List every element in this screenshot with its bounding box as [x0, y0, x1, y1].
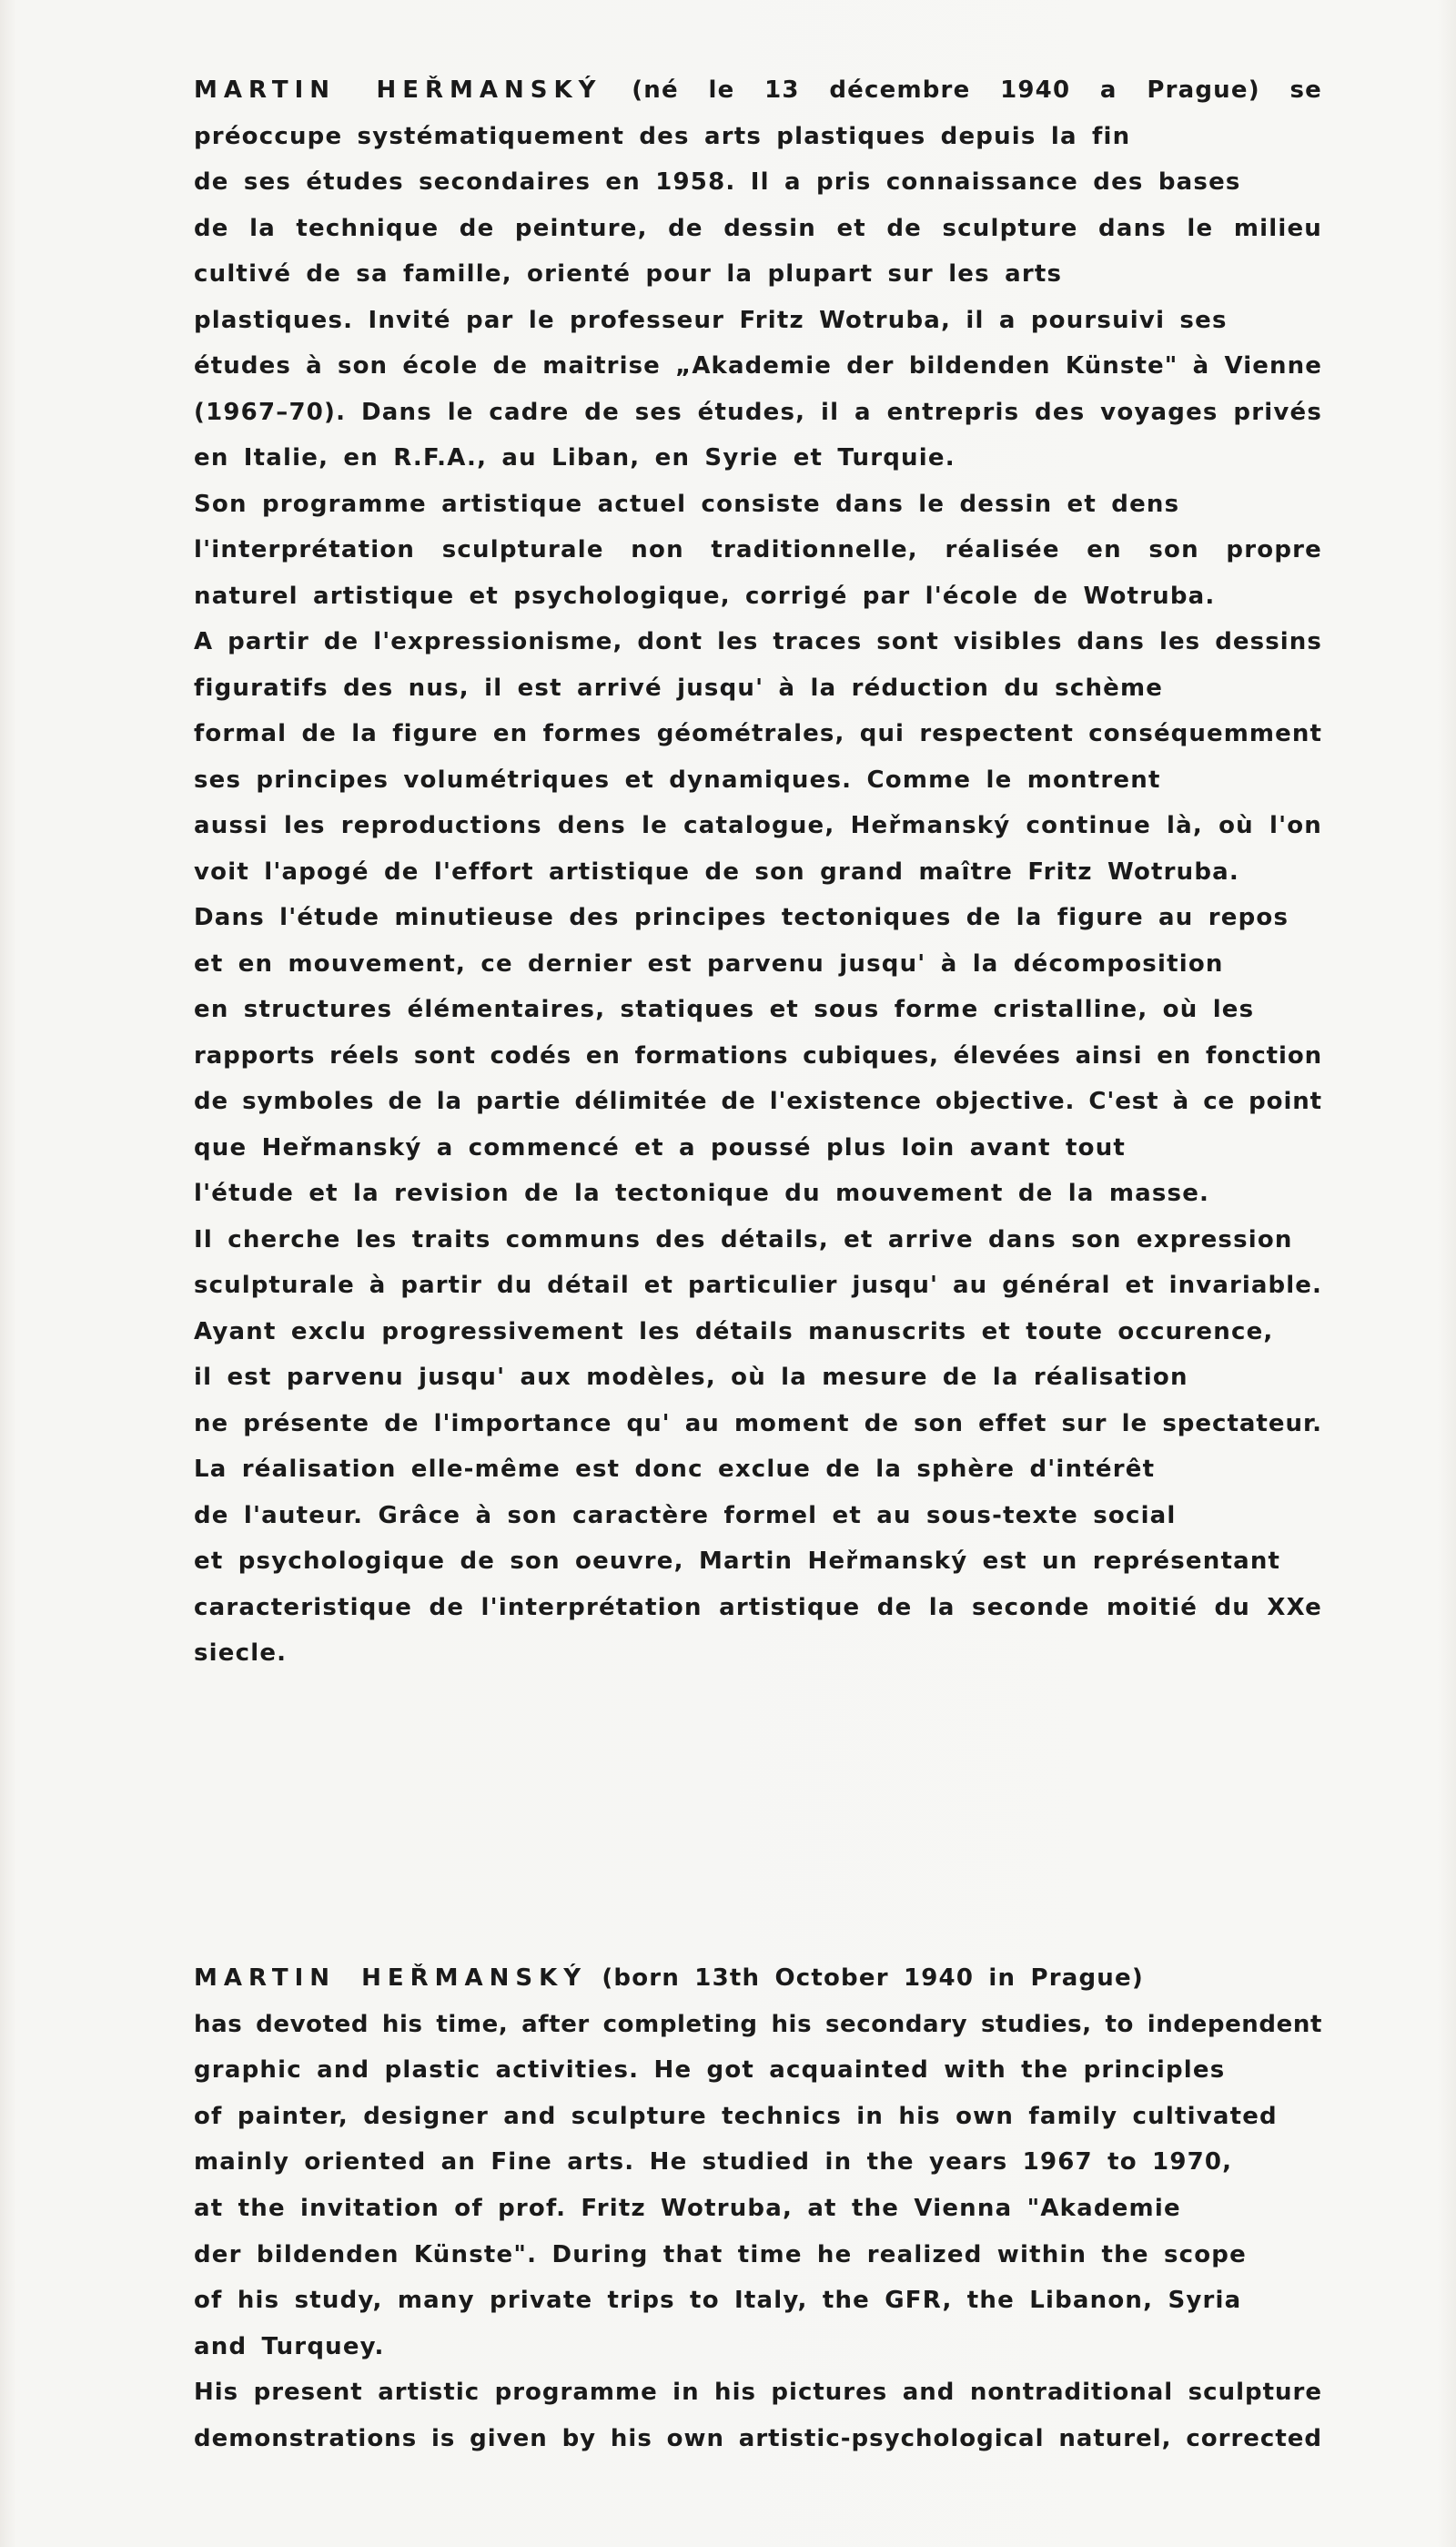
text-line: of painter, designer and sculpture technics in his own family cultivated [194, 2102, 1278, 2130]
text-line: de symboles de la partie délimitée de l'existence objective. C'est à ce point [194, 1088, 1322, 1115]
text-line: ne présente de l'importance qu' au moment de son effet sur le spectateur. [194, 1409, 1322, 1437]
text-line: (1967–70). Dans le cadre de ses études, il a entrepris des voyages privés [194, 398, 1322, 426]
text-line: graphic and plastic activities. He got acquainted with the principles [194, 2056, 1226, 2085]
text-line: cultivé de sa famille, orienté pour la plupart sur les arts [194, 260, 1063, 288]
text-line: formal de la figure en formes géométrales, qui respectent conséquemment [194, 720, 1322, 747]
text-line: en structures élémentaires, statiques et sous forme cristalline, où les [194, 996, 1255, 1023]
text-line: La réalisation elle-même est donc exclue de la sphère d'intérêt [194, 1456, 1156, 1483]
text-line [194, 1955, 1322, 2002]
text-line: rapports réels sont codés en formations cubiques, élevées ainsi en fonction [194, 1041, 1322, 1070]
text-line: de ses études secondaires en 1958. Il a pris connaissance des bases [194, 168, 1241, 196]
text-line: voit l'apogé de l'effort artistique de son grand maître Fritz Wotruba. [194, 857, 1239, 886]
text-line: de la technique de peinture, de dessin et de sculpture dans le milieu [194, 214, 1322, 242]
text-line: mainly oriented an Fine arts. He studied in the years 1967 to 1970, [194, 2148, 1233, 2177]
text-line: et psychologique de son oeuvre, Martin Heřmanský est un représentant [194, 1547, 1281, 1575]
text-line: naturel artistique et psychologique, corrigé par l'école de Wotruba. [194, 582, 1216, 610]
text-line: ses principes volumétriques et dynamiques. Comme le montrent [194, 766, 1161, 794]
text-segment: (born 13th October 1940 in Prague) [602, 1964, 1144, 1992]
text-line: Il cherche les traits communs des détails, et arrive dans son expression [194, 1225, 1293, 1253]
text-line [194, 67, 1322, 114]
text-line: l'étude et la revision de la tectonique du mouvement de la masse. [194, 1180, 1210, 1207]
text-line: at the invitation of prof. Fritz Wotruba, at the Vienna "Akademie [194, 2194, 1181, 2222]
text-line: plastiques. Invité par le professeur Fritz Wotruba, il a poursuivi ses [194, 306, 1228, 334]
text-line: sculpturale à partir du détail et particulier jusqu' au général et invariable. [194, 1272, 1322, 1299]
text-line: caracteristique de l'interprétation artistique de la seconde moitié du XXe [194, 1593, 1322, 1621]
text-line: has devoted his time, after completing his secondary studies, to independent [194, 2010, 1322, 2038]
text-line: His present artistic programme in his pictures and nontraditional sculpture [194, 2379, 1322, 2407]
text-line: l'interprétation sculpturale non traditionnelle, réalisée en son propre [194, 536, 1322, 563]
french-biography [194, 67, 1322, 1677]
text-line: il est parvenu jusqu' aux modèles, où la mesure de la réalisation [194, 1364, 1188, 1391]
text-line: études à son école de maitrise „Akademie der bildenden Künste" à Vienne [194, 352, 1322, 380]
text-line: siecle. [194, 1639, 288, 1667]
english-biography [194, 1955, 1322, 2462]
artist-name: MARTIN HEŘMANSKÝ [194, 76, 602, 104]
text-line: aussi les reproductions dens le catalogue, Heřmanský continue là, où l'on [194, 812, 1322, 839]
text-line: de l'auteur. Grâce à son caractère formel et au sous-texte social [194, 1501, 1177, 1529]
text-line: que Heřmanský a commencé et a poussé plus loin avant tout [194, 1133, 1127, 1162]
text-line: en Italie, en R.F.A., au Liban, en Syrie et Turquie. [194, 444, 956, 472]
text-line: et en mouvement, ce dernier est parvenu jusqu' à la décomposition [194, 949, 1224, 978]
text-line: A partir de l'expressionisme, dont les traces sont visibles dans les dessins [194, 628, 1322, 655]
text-line: and Turquey. [194, 2332, 385, 2360]
text-line: der bildenden Künste". During that time he realized within the scope [194, 2240, 1247, 2268]
text-line: of his study, many private trips to Italy, the GFR, the Libanon, Syria [194, 2287, 1242, 2315]
text-line: préoccupe systématiquement des arts plastiques depuis la fin [194, 122, 1131, 150]
text-segment: (né le 13 décembre 1940 a Prague) se [632, 76, 1322, 104]
artist-name: MARTIN HEŘMANSKÝ [194, 1964, 588, 1992]
text-line: Ayant exclu progressivement les détails manuscrits et toute occurence, [194, 1317, 1274, 1345]
text-line: demonstrations is given by his own artistic-psychological naturel, corrected [194, 2424, 1322, 2452]
text-line: figuratifs des nus, il est arrivé jusqu' à la réduction du schème [194, 674, 1164, 702]
text-line: Dans l'étude minutieuse des principes tectoniques de la figure au repos [194, 904, 1289, 931]
text-line: Son programme artistique actuel consiste dans le dessin et dens [194, 490, 1180, 518]
